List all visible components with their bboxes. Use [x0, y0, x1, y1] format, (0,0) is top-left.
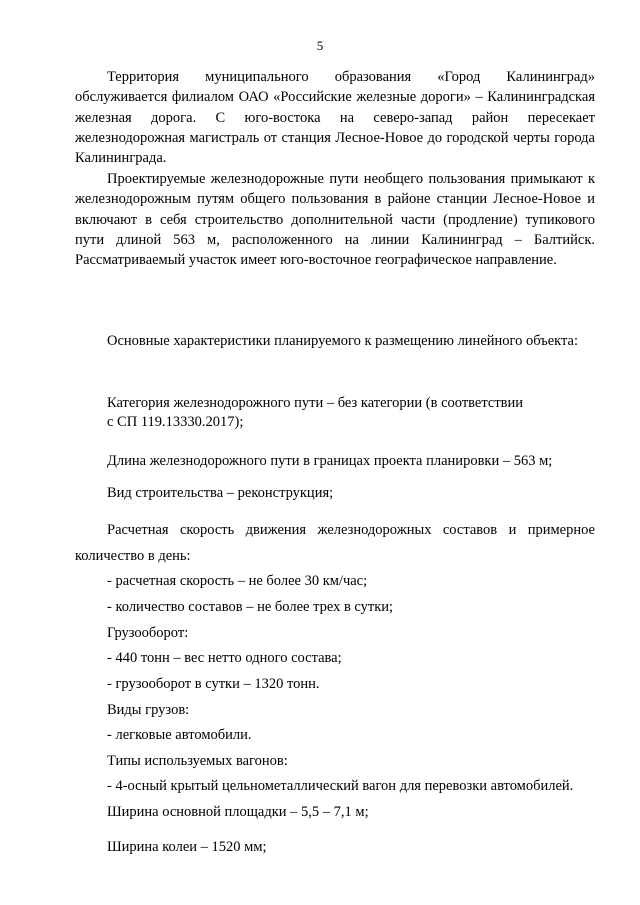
- cargo-heading: Виды грузов:: [107, 702, 190, 718]
- category-line-1: Категория железнодорожного пути – без категории (в соответствии: [107, 395, 524, 411]
- design-speed: - расчетная скорость – не более 30 км/час;: [107, 573, 368, 589]
- trains-per-day: - количество составов – не более трех в сутки;: [107, 599, 394, 615]
- category-line-2: с СП 119.13330.2017);: [107, 414, 244, 430]
- paragraph-territory: Территория муниципального образования «Город Калининград» обслуживается филиалом ОАО «Российские железные дороги» – Калининградская железная дорога. С юго-востока на северо-запад район пересекает железнодорожная магистраль от станция Лесное-Новое до городской черты города Калининграда.: [75, 69, 595, 167]
- paragraph-characteristics-intro: Основные характеристики планируемого к размещению линейного объекта:: [107, 333, 579, 349]
- speed-intro: Расчетная скорость движения железнодорожных составов и примерное количество в день:: [75, 522, 595, 564]
- wagons-heading: Типы используемых вагонов:: [107, 753, 288, 769]
- freight-daily: - грузооборот в сутки – 1320 тонн.: [107, 676, 320, 692]
- track-length: Длина железнодорожного пути в границах проекта планировки – 563 м;: [107, 453, 553, 469]
- freight-net-weight: - 440 тонн – вес нетто одного состава;: [107, 650, 342, 666]
- freight-heading: Грузооборот:: [107, 625, 189, 641]
- page-number: 5: [316, 38, 324, 53]
- construction-type: Вид строительства – реконструкция;: [107, 485, 334, 501]
- wagons-item: - 4-осный крытый цельнометаллический вагон для перевозки автомобилей.: [107, 778, 574, 794]
- track-gauge: Ширина колеи – 1520 мм;: [107, 839, 267, 855]
- paragraph-projected-tracks: Проектируемые железнодорожные пути необщего пользования примыкают к железнодорожным путям общего пользования в районе станции Лесное-Новое и включают в себя строительство дополнительной части (продление) тупикового пути длиной 563 м, расположенного на линии Калининград – Балтийск. Рассматриваемый участок имеет юго-восточное географическое направление.: [75, 171, 595, 269]
- platform-width: Ширина основной площадки – 5,5 – 7,1 м;: [107, 804, 369, 820]
- cargo-item: - легковые автомобили.: [107, 727, 252, 743]
